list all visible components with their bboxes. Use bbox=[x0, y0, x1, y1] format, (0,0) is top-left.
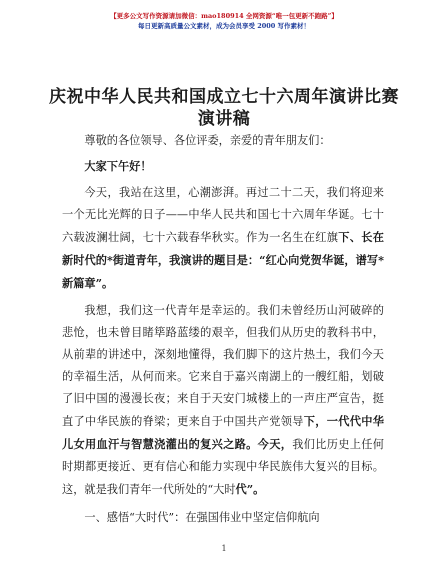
page-title bbox=[40, 86, 408, 130]
paragraph-2-bold-end: 代”。 bbox=[235, 482, 265, 496]
paragraph-2-text: 我想，我们这一代青年是幸运的。我们未曾经历山河破碎的悲怆，也未曾目睹筚路蓝缕的艰辛，但我们从历史的教科书中，从前辈的讲述中，深刻地懂得，我们脚下的这片热土，我们今天的幸福生活，从何而来。它来自于嘉兴南湖上的一艘红船，划破了旧中国的漫漫长夜；来自于天安门城楼上的一声庄严宣告，挺直了中华民族的脊梁；更来自于中国共产党领导 bbox=[62, 304, 384, 428]
document-body bbox=[62, 130, 384, 529]
greeting: 大家下午好！ bbox=[84, 159, 152, 173]
banner-line-1: 【更多公文写作资源请加微信：mao180914 全网资源“唯一包更新不跑路”】 bbox=[110, 12, 338, 20]
paragraph-1-bold: 下、长在新时代的*街道青年，我演讲的题目是：“红心向党贺华诞，谱写*新篇章”。 bbox=[62, 230, 384, 290]
header-banner bbox=[0, 12, 448, 31]
paragraph-2-bold: 下，一代代中华儿女用血汗与智慧浇灌出的复兴之路。今天， bbox=[62, 414, 384, 451]
page-number: 1 bbox=[221, 544, 227, 553]
section-heading: 一、感悟“大时代”：在强国伟业中坚定信仰航向 bbox=[84, 511, 320, 524]
paragraph-2 bbox=[62, 300, 384, 501]
paragraph-1-text: 今天，我站在这里，心潮澎湃。再过二十二天，我们将迎来一个无比光辉的日子——中华人民共和国七十六周年华诞。七十六载波澜壮阔，七十六载春华秋实。作为一名生在红旗 bbox=[62, 186, 384, 244]
title-line-2: 演讲稿 bbox=[197, 109, 251, 129]
salutation: 尊敬的各位领导、各位评委，亲爱的青年朋友们： bbox=[84, 134, 331, 147]
banner-line-2: 每日更新高质量公文素材，成为会员享受 2000 写作素材！ bbox=[137, 22, 311, 30]
paragraph-1 bbox=[62, 182, 384, 295]
paragraph-2-text-continued: 我们比历史上任何时期都更接近、更有信心和能力实现中华民族伟大复兴的目标。这，就是我们青年一代所处的“大时 bbox=[62, 438, 384, 496]
title-line-1: 庆祝中华人民共和国成立七十六周年演讲比赛 bbox=[49, 87, 399, 107]
